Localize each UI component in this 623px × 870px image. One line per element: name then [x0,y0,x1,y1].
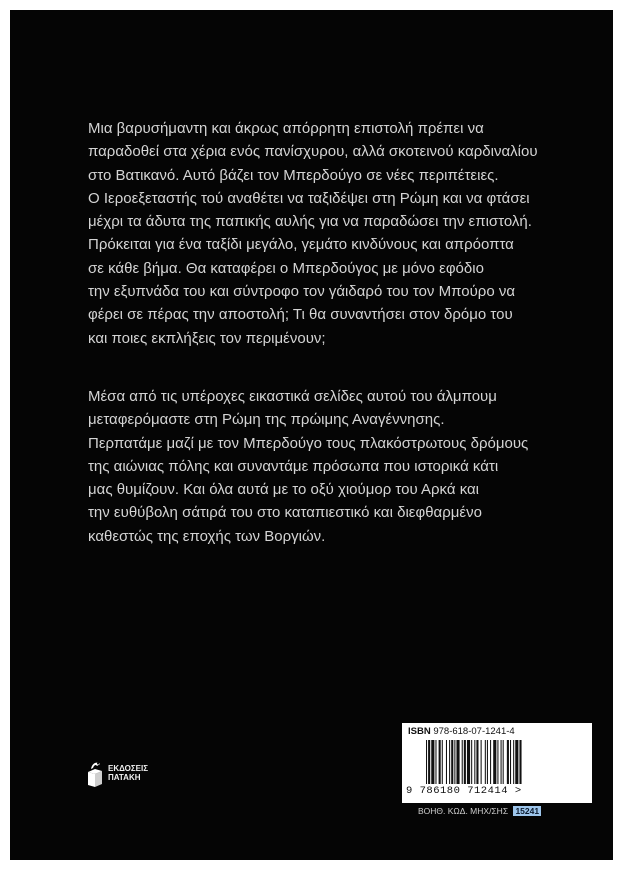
isbn-label [408,726,515,737]
description-paragraph-2 [88,385,558,548]
text-line: Μέσα από τις υπέροχες εικαστικά σελίδες αυτού του άλμπουμ [88,388,497,405]
text-line: την ευθύβολη σάτιρά του στο καταπιεστικό και διεφθαρμένο [88,504,482,522]
bird-books-logo-icon [86,758,104,788]
publisher-name-line-1: ΕΚΔΟΣΕΙΣ [108,764,149,773]
text-line: παραδοθεί στα χέρια ενός πανίσχυρου, αλλά σκοτεινού καρδιναλίου [88,143,538,161]
text-line: μεταφερόμαστε στη Ρώμη της πρώιμης Αναγέννησης. [88,411,445,429]
internal-code-label: ΒΟΗΘ. ΚΩΔ. ΜΗΧ/ΣΗΣ [418,806,509,816]
text-line: σε κάθε βήμα. Θα καταφέρει ο Μπερδούγος με μόνο εφόδιο [88,259,484,277]
description-paragraph-1 [88,117,558,350]
isbn-barcode-block [402,723,592,803]
text-line: την εξυπνάδα του και σύντροφο τον γάιδαρό του τον Μπούρο να [88,283,515,301]
barcode-digits: 9 786180 712414 > [406,785,522,797]
isbn-prefix: ISBN [408,726,431,737]
publisher-logo [86,751,166,795]
publisher-name [108,764,148,782]
text-line: μας θυμίζουν. Και όλα αυτά με το οξύ χιούμορ του Αρκά και [88,481,480,499]
internal-code [418,806,541,816]
text-line: Ο Ιεροεξεταστής τού αναθέτει να ταξιδέψει στη Ρώμη και να φτάσει [88,189,530,207]
text-line: φέρει σε πέρας την αποστολή; Τι θα συναντήσει στον δρόμο του [88,306,513,324]
barcode [426,740,584,784]
text-line: στο Βατικανό. Αυτό βάζει τον Μπερδούγο σε νέες περιπέτειες. [88,166,499,184]
text-line: Περπατάμε μαζί με τον Μπερδούγο τους πλακόστρωτους δρόμους [88,434,529,452]
text-line: και ποιες εκπλήξεις τον περιμένουν; [88,329,326,347]
text-line: καθεστώς της εποχής των Βοργιών. [88,527,326,545]
text-line: Πρόκειται για ένα ταξίδι μεγάλο, γεμάτο κινδύνους και απρόοπτα [88,236,514,254]
publisher-name-line-2: ΠΑΤΑΚΗ [108,773,141,782]
text-line: της αιώνιας πόλης και συναντάμε πρόσωπα που ιστορικά κάτι [88,457,499,475]
text-line: Μια βαρυσήμαντη και άκρως απόρρητη επιστολή πρέπει να [88,120,484,137]
isbn-number: 978-618-07-1241-4 [433,726,515,737]
text-line: μέχρι τα άδυτα της παπικής αυλής για να παραδώσει την επιστολή. [88,213,532,231]
internal-code-number: 15241 [515,806,540,816]
